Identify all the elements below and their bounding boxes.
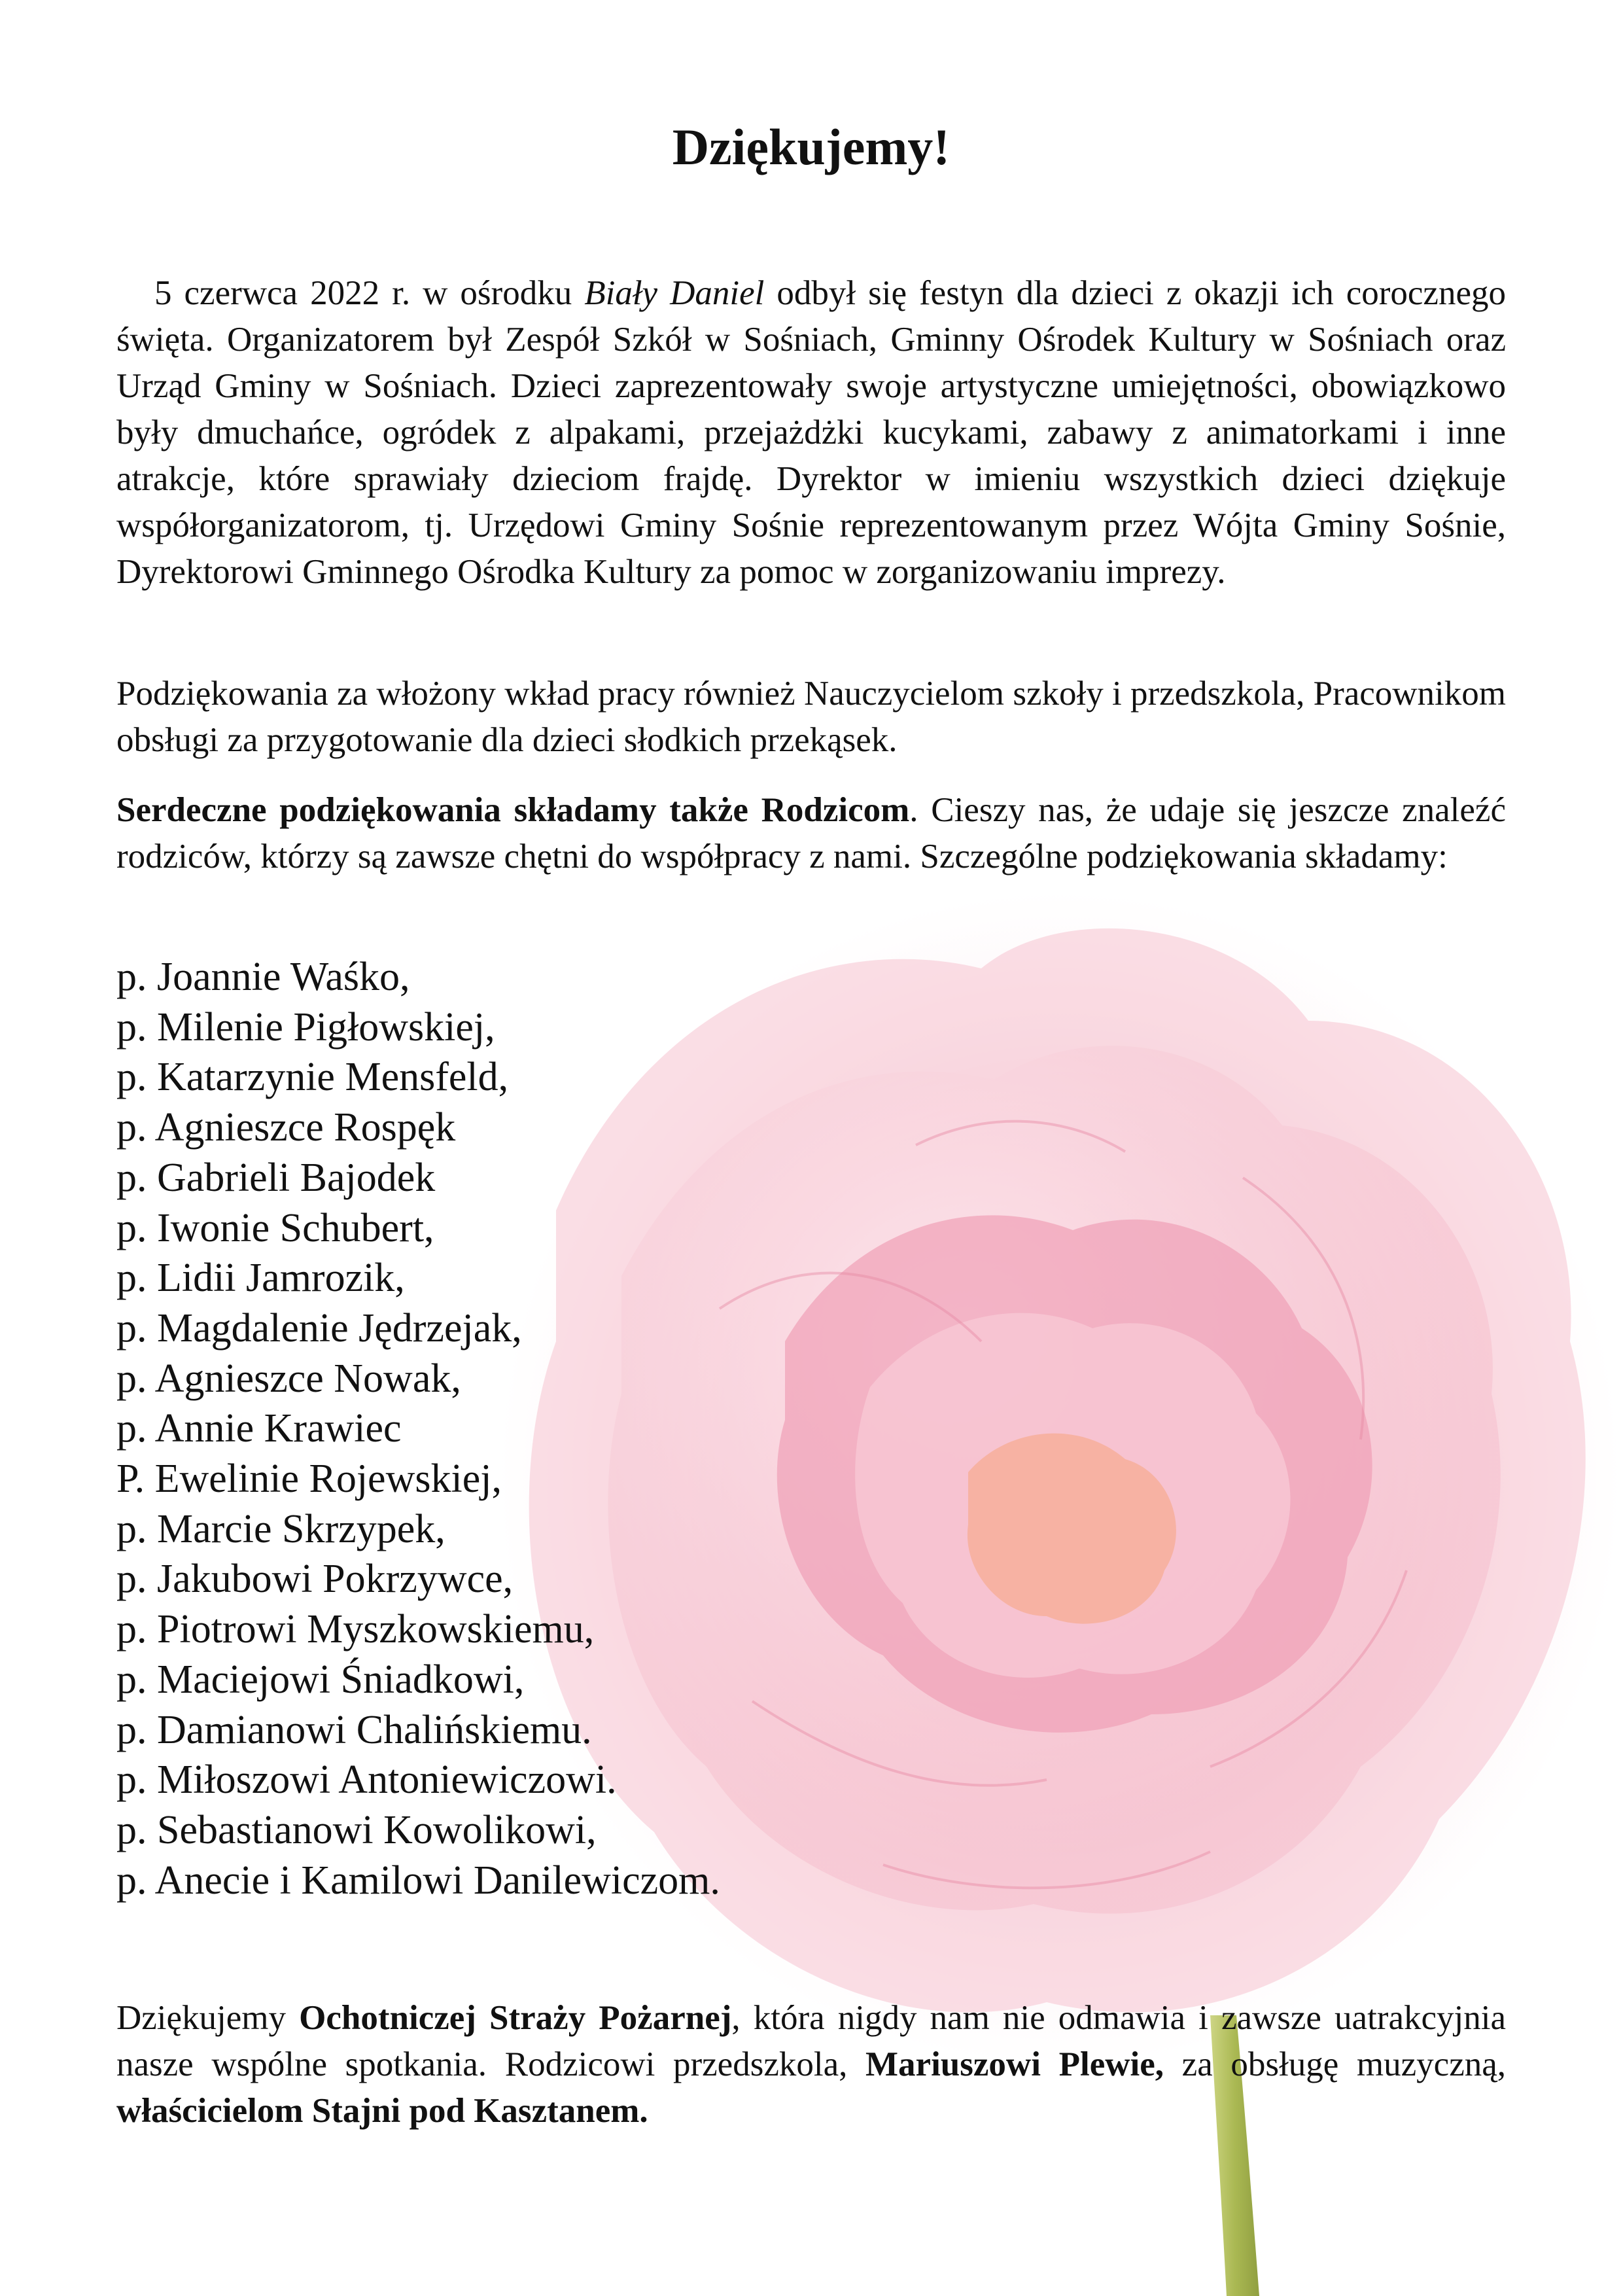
music-person-name: Mariuszowi Plewie, (865, 2045, 1164, 2083)
list-item: p. Magdalenie Jędrzejak, (116, 1305, 522, 1351)
list-item: p. Maciejowi Śniadkowi, (116, 1657, 525, 1702)
list-item: p. Agnieszce Rospęk (116, 1105, 456, 1150)
list-item: p. Marcie Skrzypek, (116, 1506, 445, 1551)
list-item: p. Iwonie Schubert, (116, 1205, 434, 1250)
parents-thanks-text: . Cieszy nas, że udaje się jeszcze znaleźć rodziców, którzy są zawsze chętni do współpracy z nami. Szczególne podziękowania składamy: (116, 791, 1506, 875)
final-thanks-text-1: Dziękujemy (116, 1999, 300, 2037)
list-item: p. Katarzynie Mensfeld, (116, 1055, 509, 1100)
list-item: p. Miłoszowi Antoniewiczowi. (116, 1757, 617, 1803)
list-item: p. Milenie Pigłowskiej, (116, 1004, 495, 1050)
stable-owners-name: właścicielom Stajni pod Kasztanem. (116, 2092, 648, 2130)
list-item: p. Agnieszce Nowak, (116, 1356, 461, 1401)
final-thanks-text-3: za obsługę muzyczną, (1164, 2045, 1506, 2083)
parents-thanks-paragraph (116, 787, 1506, 880)
final-thanks-paragraph (116, 1995, 1506, 2134)
parents-names-list (116, 952, 720, 1905)
venue-name: Biały Daniel (584, 274, 765, 312)
fire-brigade-name: Ochotniczej Straży Pożarnej (299, 1999, 732, 2037)
staff-thanks-paragraph: Podziękowania za włożony wkład pracy również Nauczycielom szkoły i przedszkola, Pracownikom obsługi za przygotowanie dla dzieci słodkich przekąsek. (116, 675, 1506, 759)
page-title: Dziękujemy! (672, 118, 951, 175)
intro-text-end: odbył się festyn dla dzieci z okazji ich corocznego święta. Organizatorem był Zespół Szkół w Sośniach, Gminny Ośrodek Kultury w Sośniach oraz Urząd Gminy w Sośniach. Dzieci zaprezentowały swoje artystyczne umiejętności, obowiązkowo były dmuchańce, ogródek z alpakami, przejażdżki kucykami, zabawy z animatorkami i inne atrakcje, które sprawiały dzieciom frajdę. Dyrektor w imieniu wszystkich dzieci dziękuje współorganizatorom, tj. Urzędowi Gminy Sośnie reprezentowanym przez Wójta Gminy Sośnie, Dyrektorowi Gminnego Ośrodka Kultury za pomoc w zorganizowaniu imprezy. (116, 274, 1506, 591)
list-item: p. Joannie Waśko, (116, 955, 410, 999)
list-item: p. Anecie i Kamilowi Danilewiczom. (116, 1858, 720, 1903)
list-item: p. Annie Krawiec (116, 1406, 402, 1451)
list-item: p. Jakubowi Pokrzywce, (116, 1557, 514, 1602)
intro-text-start: 5 czerwca 2022 r. w ośrodku (154, 274, 585, 312)
list-item: p. Damianowi Chalińskiemu. (116, 1707, 592, 1752)
list-item: p. Piotrowi Myszkowskiemu, (116, 1607, 595, 1652)
list-item: p. Gabrieli Bajodek (116, 1155, 436, 1200)
list-item: p. Lidii Jamrozik, (116, 1256, 405, 1301)
final-thanks-text-2: , która nigdy nam nie odmawia i zawsze uatrakcyjnia nasze wspólne spotkania. Rodzicowi przedszkola, (116, 1999, 1506, 2083)
intro-paragraph (116, 270, 1506, 595)
list-item: p. Sebastianowi Kowolikowi, (116, 1807, 597, 1852)
list-item: P. Ewelinie Rojewskiej, (116, 1457, 502, 1502)
parents-thanks-bold: Serdeczne podziękowania składamy także Rodzicom (116, 791, 910, 829)
